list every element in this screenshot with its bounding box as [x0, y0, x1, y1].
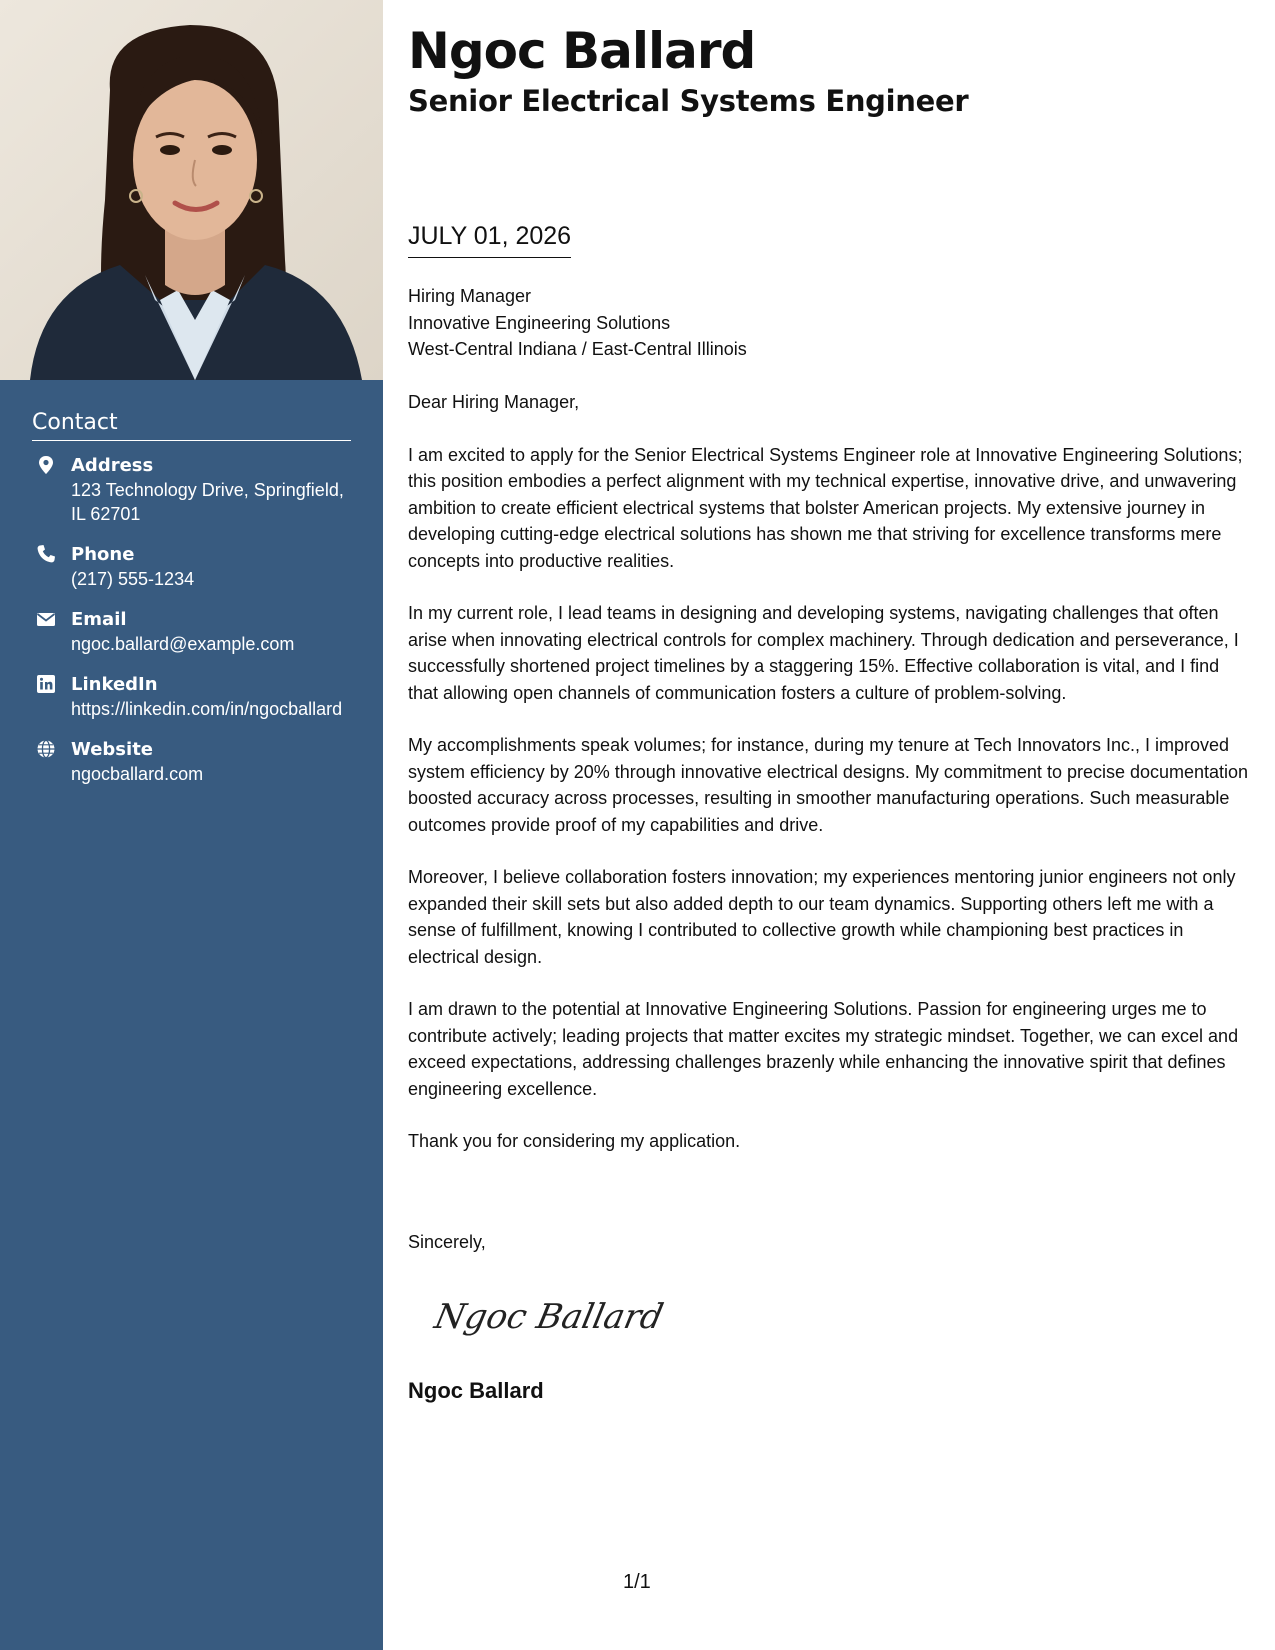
applicant-title: Senior Electrical Systems Engineer	[408, 84, 969, 118]
contact-label: Phone	[71, 544, 135, 565]
envelope-icon	[36, 609, 56, 629]
salutation: Dear Hiring Manager,	[408, 392, 580, 412]
body-paragraph: Thank you for considering my application.	[408, 1131, 741, 1151]
contact-label: Email	[71, 609, 127, 630]
recipient-line: West-Central Indiana / East-Central Illinois	[408, 339, 747, 359]
linkedin-icon	[36, 674, 56, 694]
applicant-name: Ngoc Ballard	[408, 22, 756, 80]
map-pin-icon	[36, 455, 56, 475]
contact-phone	[32, 543, 351, 591]
contact-label: Website	[71, 739, 154, 760]
contact-website	[32, 738, 351, 786]
page-number: 1/1	[623, 1571, 651, 1593]
signature-image	[430, 1286, 670, 1346]
body-paragraph: My accomplishments speak volumes; for instance, during my tenure at Tech Innovators Inc., I improved system efficiency by 20% through innovative electrical designs. My commitment to precise documentation boosted accuracy across processes, resulting in smoother manufacturing operations. Such measurable outcomes provide proof of my capabilities and drive.	[408, 735, 1249, 835]
phone-icon	[36, 544, 56, 564]
recipient-block	[408, 283, 747, 363]
body-paragraph: Moreover, I believe collaboration fosters innovation; my experiences mentoring junior engineers not only expanded their skill sets but also added depth to our team dynamics. Supporting others left me with a sense of fulfillment, knowing I contributed to collective growth while championing best practices in electrical design.	[408, 867, 1236, 967]
letter-body	[408, 389, 1250, 1181]
contact-value[interactable]: ngocballard.com	[71, 764, 204, 784]
recipient-line: Innovative Engineering Solutions	[408, 312, 671, 333]
contact-label: Address	[71, 455, 154, 476]
contact-email	[32, 608, 351, 656]
globe-icon	[36, 739, 56, 759]
profile-photo	[0, 0, 383, 380]
contact-linkedin	[32, 673, 351, 721]
contact-label: LinkedIn	[71, 674, 158, 695]
contact-value[interactable]: https://linkedin.com/in/ngocballard	[71, 699, 343, 719]
contact-section	[32, 410, 351, 803]
svg-text:Ngoc Ballard: Ngoc Ballard	[431, 1297, 667, 1337]
body-paragraph: I am excited to apply for the Senior Electrical Systems Engineer role at Innovative Engineering Solutions; this position embodies a perfect alignment with my technical expertise, innovative drive, and unwavering ambition to create efficient electrical systems that bolster American projects. My extensive journey in developing cutting-edge electrical solutions has shown me that striving for excellence transforms mere concepts into productive realities.	[408, 444, 1243, 571]
contact-value: 123 Technology Drive, Springfield, IL 62701	[71, 480, 344, 524]
signer-name: Ngoc Ballard	[408, 1378, 544, 1403]
body-paragraph: I am drawn to the potential at Innovative Engineering Solutions. Passion for engineering urges me to contribute actively; leading projects that matter excites my strategic mindset. Together, we can excel and exceed expectations, addressing challenges brazenly while enhancing the innovative spirit that defines engineering excellence.	[408, 999, 1239, 1099]
letter-date: JULY 01, 2026	[408, 222, 571, 258]
body-paragraph: In my current role, I lead teams in designing and developing systems, navigating challenges that often arise when innovating electrical controls for complex machinery. Through dedication and perseverance, I successfully shortened project timelines by a staggering 15%. Effective collaboration is vital, and I find that allowing open channels of communication fosters a culture of problem-solving.	[408, 603, 1239, 703]
contact-address	[32, 454, 351, 526]
recipient-line: Hiring Manager	[408, 286, 532, 306]
sidebar	[0, 0, 383, 1650]
contact-heading: Contact	[32, 410, 351, 441]
contact-value: (217) 555-1234	[71, 569, 195, 589]
closing: Sincerely,	[408, 1232, 486, 1252]
contact-value: ngoc.ballard@example.com	[71, 634, 295, 654]
